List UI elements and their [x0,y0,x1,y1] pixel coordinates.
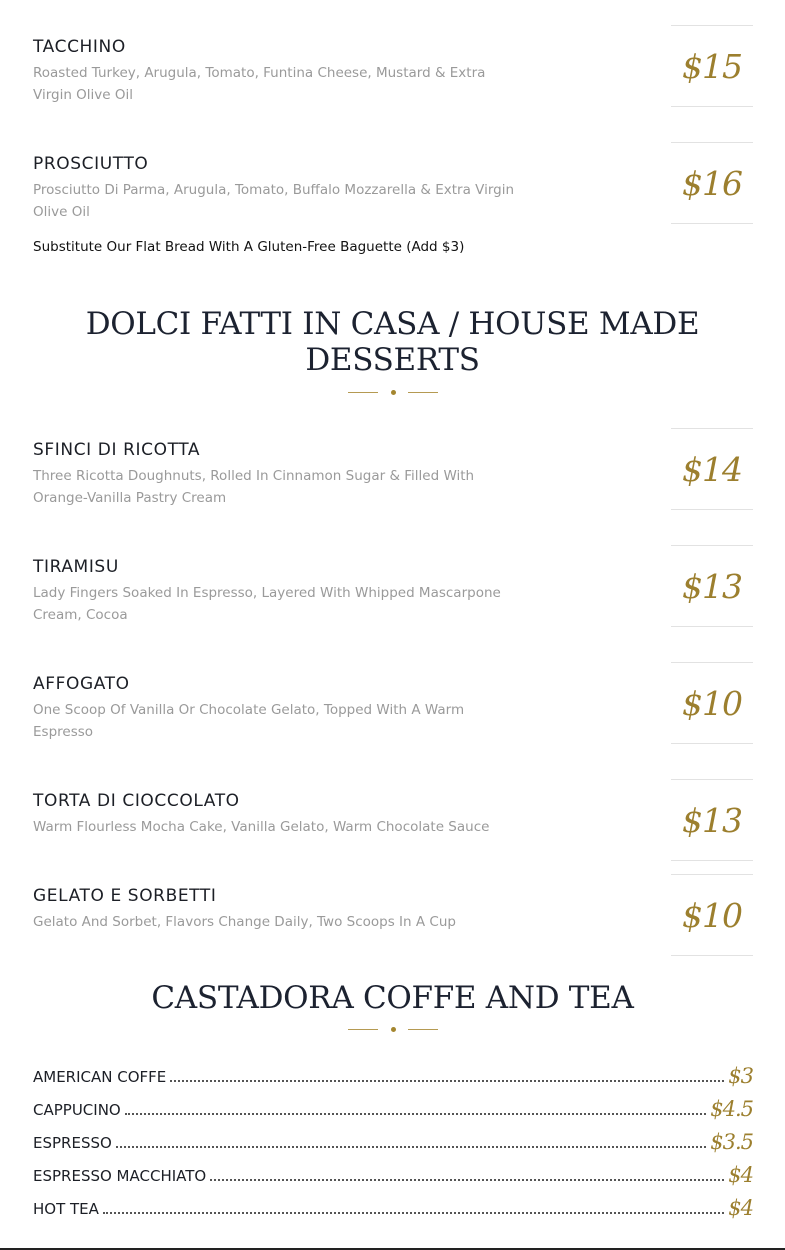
menu-item-prosciutto [33,153,533,223]
price-box [671,874,753,956]
menu-item-gelato [33,885,533,933]
divider-dot [391,1027,396,1032]
section-title-desserts [0,306,785,378]
item-name: TORTA DI CIOCCOLATO [33,791,240,811]
dotted-leader [103,1211,724,1214]
item-price: $10 [682,895,742,935]
dotted-leader [210,1178,724,1181]
item-description: One Scoop Of Vanilla Or Chocolate Gelato, Topped With A Warm Espresso [33,702,465,740]
item-price: $14 [682,449,742,489]
coffee-item [33,1195,753,1219]
coffee-price: $4 [728,1163,753,1187]
item-price: $16 [682,163,742,203]
price-box [671,545,753,627]
menu-item-tiramisu [33,556,533,626]
coffee-item [33,1096,753,1120]
item-name: TIRAMISU [33,557,119,577]
coffee-item [33,1129,753,1153]
item-name: PROSCIUTTO [33,154,149,174]
dotted-leader [170,1079,724,1082]
menu-item-torta [33,790,533,838]
coffee-name: AMERICAN COFFE [33,1068,167,1086]
coffee-price: $4 [728,1196,753,1220]
item-price: $10 [682,683,742,723]
dotted-leader [116,1145,706,1148]
coffee-item [33,1063,753,1087]
coffee-price: $4.5 [710,1097,753,1121]
coffee-name: ESPRESSO [33,1134,112,1152]
item-description: Roasted Turkey, Arugula, Tomato, Funtina Cheese, Mustard & Extra Virgin Olive Oil [33,65,486,103]
coffee-price: $3.5 [710,1130,753,1154]
price-box [671,428,753,510]
section-title-coffee: CASTADORA COFFE AND TEA [151,980,634,1016]
menu-item-affogato [33,673,533,743]
item-price: $15 [682,46,742,86]
coffee-name: CAPPUCINO [33,1101,121,1119]
coffee-name: ESPRESSO MACCHIATO [33,1167,207,1185]
coffee-price: $3 [728,1064,753,1088]
item-description: Three Ricotta Doughnuts, Rolled In Cinnamon Sugar & Filled With Orange-Vanilla Pastry Cream [33,468,475,506]
item-name: GELATO E SORBETTI [33,886,217,906]
coffee-item [33,1162,753,1186]
gluten-free-note: Substitute Our Flat Bread With A Gluten-Free Baguette (Add $3) [33,239,465,255]
item-price: $13 [682,566,742,606]
item-name: TACCHINO [33,37,126,57]
coffee-name: HOT TEA [33,1200,99,1218]
section-divider [348,391,438,394]
price-box [671,142,753,224]
menu-item-sfinci [33,439,533,509]
price-box [671,662,753,744]
item-description: Gelato And Sorbet, Flavors Change Daily, Two Scoops In A Cup [33,914,456,930]
dotted-leader [125,1112,707,1115]
item-description: Warm Flourless Mocha Cake, Vanilla Gelato, Warm Chocolate Sauce [33,819,490,835]
section-divider [348,1028,438,1031]
item-name: SFINCI DI RICOTTA [33,440,201,460]
price-box [671,25,753,107]
title-line: DESSERTS [305,342,480,378]
item-price: $13 [682,800,742,840]
price-box [671,779,753,861]
item-description: Prosciutto Di Parma, Arugula, Tomato, Buffalo Mozzarella & Extra Virgin Olive Oil [33,182,515,220]
title-line: DOLCI FATTI IN CASA / HOUSE MADE [85,306,700,342]
menu-item-tacchino [33,36,533,106]
item-name: AFFOGATO [33,674,130,694]
item-description: Lady Fingers Soaked In Espresso, Layered With Whipped Mascarpone Cream, Cocoa [33,585,501,623]
divider-dot [391,390,396,395]
